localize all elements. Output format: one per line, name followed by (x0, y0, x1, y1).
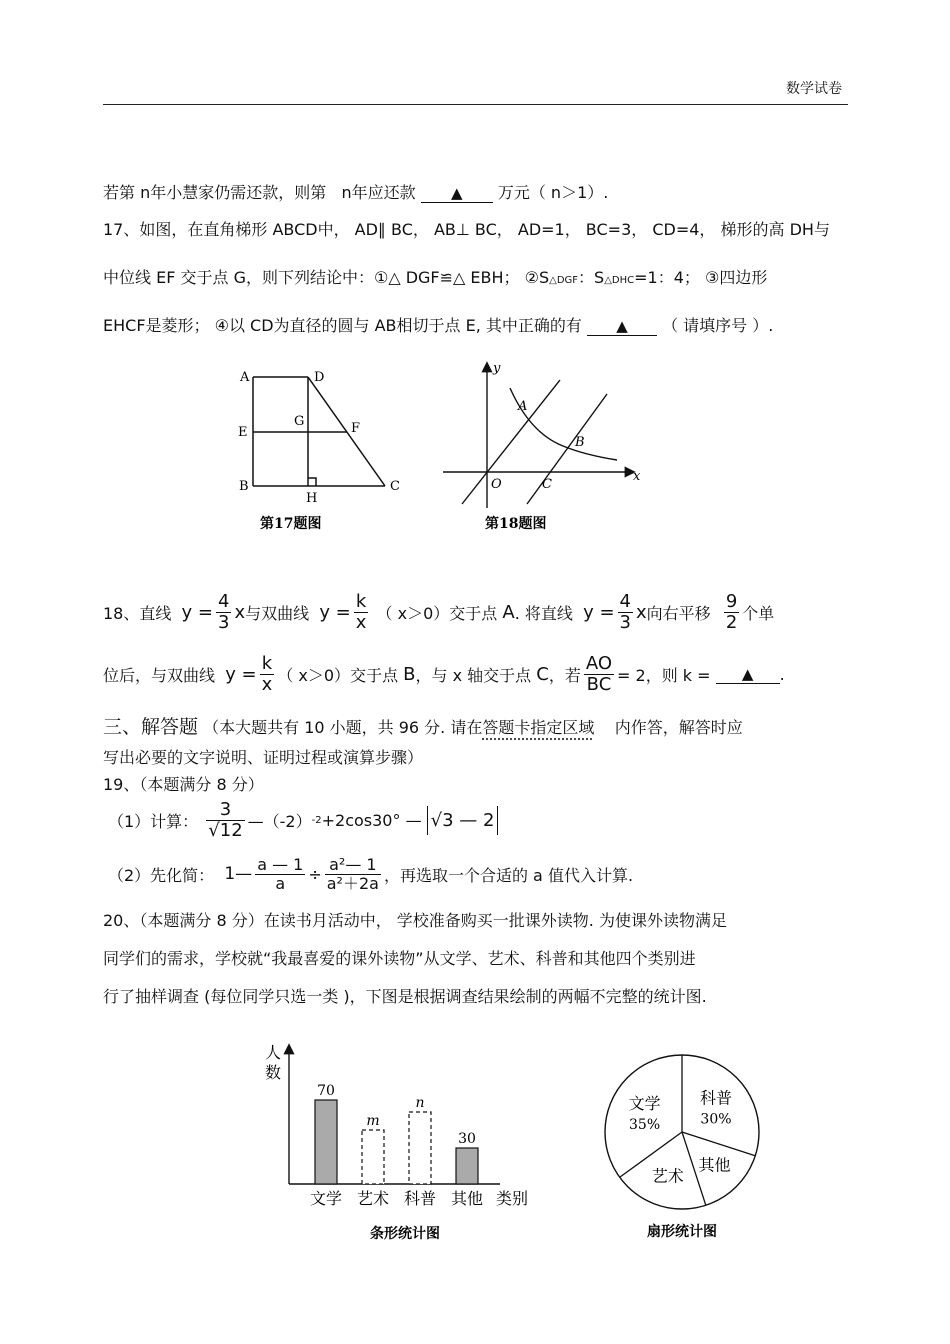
fig17-label-c: C (390, 479, 400, 494)
q18-f3-den: 2 (725, 611, 738, 633)
q19-p2-div: ÷ (308, 864, 322, 884)
q18-a1: 18、直线 (103, 603, 172, 623)
pie-chart (595, 1040, 775, 1250)
q19-p1-sup: -2 (311, 814, 322, 826)
q16-text-b: n年应还款 (341, 183, 416, 202)
pie-slice-label-2: 科普 (699, 1088, 732, 1108)
fig18-label-c: C (542, 477, 552, 492)
q18-cond: （ x＞0） (376, 603, 450, 623)
bar-ylabel-1: 人 (265, 1043, 282, 1062)
pie-slice-label-1: 文学 (628, 1093, 661, 1113)
q19-p1-rest2: +2cos30° — (321, 810, 422, 830)
header-rule (103, 104, 848, 105)
q17-line2c: =1：4； ③四边形 (634, 268, 768, 287)
q18-frac-4-3b (618, 592, 633, 633)
q18-f2-num: k (354, 592, 369, 613)
q18-eq-y2: y = (319, 601, 351, 623)
q18-point-b: B (403, 663, 416, 685)
q16-answer: ▲ (450, 184, 463, 202)
bar-category-label-2: 艺术 (356, 1189, 390, 1208)
q18-x-b: x (636, 601, 647, 623)
bar-value-label-2: m (366, 1113, 380, 1129)
q17-sub1: △DGF (549, 275, 579, 286)
q19-p2-label: （2）先化简： (108, 865, 215, 885)
q18-eq-y: y = (181, 601, 214, 623)
bar-chart (255, 1040, 555, 1250)
q19-p1-num: 3 (206, 800, 244, 821)
fig18-label-b: B (575, 435, 585, 450)
bar-value-label-1: 70 (317, 1083, 335, 1099)
q18-point-c: C (536, 663, 549, 685)
figure-18 (435, 358, 650, 540)
q17-line1: 17、如图，在直角梯形 ABCD中， AD∥ BC， AB⊥ BC， AD=1， BC=3， CD=4， 梯形的高 DH与 (103, 220, 830, 239)
fig18-label-a: A (518, 399, 528, 414)
pie-slice-percent-2: 30% (700, 1111, 732, 1128)
figure-17 (230, 360, 410, 540)
bar-2 (362, 1130, 384, 1184)
bar-value-label-4: 30 (458, 1131, 476, 1147)
q19-p1-label: （1）计算： (108, 811, 199, 831)
bar-value-label-3: n (415, 1095, 425, 1111)
q16-tail (103, 180, 608, 203)
q19-p1-den: √12 (208, 819, 243, 841)
q18-f1-den: 3 (218, 611, 230, 633)
section3-desc-dots: 答题卡指定区域 (482, 718, 595, 737)
q19-p2-rest: ，再选取一个合适的 a 值代入计算. (383, 865, 634, 885)
q16-text-a: 若第 n年小慧家仍需还款，则第 (103, 183, 327, 202)
q19-part2 (108, 856, 633, 892)
q20-line2: 同学们的需求，学校就“我最喜爱的课外读物”从文学、艺术、科普和其他四个类别进 (103, 949, 696, 968)
pie-slice-label-4: 艺术 (651, 1166, 684, 1186)
pie-slice-percent-1: 35% (629, 1116, 661, 1133)
fig17-caption: 第17题图 (260, 516, 322, 532)
q18-a2: 与双曲线 (245, 603, 310, 623)
q18-x: x (234, 601, 246, 623)
q18-f1-num: 4 (218, 591, 230, 612)
bar-4 (456, 1148, 478, 1184)
q18-a6: 个单 (742, 603, 775, 623)
q18-line2 (103, 654, 785, 695)
q19-p1-abs: √3 — 2 (427, 806, 499, 835)
bar-category-label-3: 科普 (403, 1189, 437, 1208)
q18-frac-k-x-b (260, 654, 275, 695)
q17-line3 (103, 313, 773, 336)
fig17-label-b: B (239, 479, 249, 494)
q18-f3-num: 9 (725, 591, 738, 612)
bar-category-label-4: 其他 (450, 1189, 484, 1208)
q19-p2-f1-num: a — 1 (257, 855, 304, 874)
q18-eq-y4: y = (225, 663, 257, 685)
q17-line3b: （ 请填序号 ）. (662, 316, 774, 335)
q19-p2-frac2 (325, 856, 381, 892)
fig17-label-e: E (238, 425, 248, 440)
section3-desc-a: （本大题共有 10 小题，共 96 分. 请在 (203, 718, 483, 737)
bar-ylabel-2: 数 (265, 1063, 282, 1082)
q20-line3: 行了抽样调查 (每位同学只选一类 )，下图是根据调查结果绘制的两幅不完整的统计图. (103, 987, 707, 1006)
fig17-label-g: G (294, 414, 305, 429)
q19-p1-rest: —（-2） (247, 811, 312, 831)
q18-cond2: （ x＞0） (277, 665, 351, 685)
q18-f4-den: BC (586, 673, 612, 695)
q18-frac-4-3 (216, 592, 231, 633)
q19-p2-frac1 (255, 856, 305, 892)
fig18-label-y: y (493, 361, 501, 376)
section3-desc2: 写出必要的文字说明、证明过程或演算步骤） (103, 748, 424, 767)
bar-xlabel: 类别 (495, 1189, 529, 1208)
q18-line1 (103, 592, 774, 633)
bar-category-label-1: 文学 (309, 1189, 343, 1208)
q18-f2-den: x (355, 611, 367, 633)
q19-p2-f1-den: a (275, 873, 286, 893)
q18-a4: . 将直线 (514, 603, 573, 623)
q19-p2-f2-num: a²— 1 (325, 856, 381, 875)
q17-line2 (103, 265, 767, 288)
bar-chart-title: 条形统计图 (370, 1226, 440, 1242)
q19-head: 19、（本题满分 8 分） (103, 775, 264, 794)
q18-b5: = 2，则 k = (617, 665, 711, 685)
q18-answer-blank (716, 664, 780, 684)
section3-title: 三、解答题 (103, 716, 199, 738)
q17-line3a: EHCF是菱形； ④以 CD为直径的圆与 AB相切于点 E, 其中正确的有 (103, 316, 582, 335)
q16-text-c: 万元（ n＞1）. (497, 183, 609, 202)
q18-f2-den-b: x (261, 673, 273, 695)
q18-b6: . (779, 664, 785, 684)
q18-f1-num-b: 4 (619, 591, 631, 612)
q17-line2b: ：S (578, 268, 605, 287)
q18-eq-y3: y = (583, 601, 615, 623)
q18-f2-num-b: k (260, 654, 275, 675)
q17-answer-blank (587, 316, 657, 336)
q18-b1: 位后，与双曲线 (103, 665, 216, 685)
fig18-label-o: O (491, 477, 502, 492)
section3-desc-b: 内作答，解答时应 (614, 718, 743, 737)
q18-frac-k-x (354, 592, 369, 633)
q18-frac-9-2 (724, 592, 739, 633)
q18-f4-num: AO (585, 653, 613, 674)
fig17-label-h: H (306, 491, 318, 506)
q18-point-a: A (502, 601, 515, 623)
q17-line2a: 中位线 EF 交于点 G，则下列结论中：①△ DGF≌△ EBH； ②S (103, 268, 550, 287)
bar-1 (315, 1100, 337, 1184)
fig17-label-a: A (240, 370, 250, 385)
q18-f1-den-b: 3 (619, 611, 631, 633)
q18-a3: 交于点 (449, 603, 498, 623)
q16-answer-blank (421, 183, 493, 203)
q17-sub2: △DHC (604, 275, 635, 286)
q17-answer: ▲ (616, 317, 628, 335)
q18-b4: ，若 (548, 665, 581, 685)
q18-frac-ao-bc (584, 654, 614, 695)
pie-slice-label-3: 其他 (698, 1155, 731, 1175)
fig17-label-f: F (351, 421, 361, 436)
fig17-label-d: D (314, 370, 325, 385)
q19-part1 (108, 800, 498, 841)
page-header-title: 数学试卷 (786, 81, 842, 97)
q18-b2: 交于点 (350, 665, 399, 685)
q19-p1-frac (206, 800, 244, 841)
q18-b3: ，与 x 轴交于点 (415, 665, 532, 685)
q18-a5: 向右平移 (646, 603, 711, 623)
q20-line1: 20、（本题满分 8 分）在读书月活动中， 学校准备购买一批课外读物. 为使课外读物满足 (103, 911, 727, 930)
fig18-caption: 第18题图 (485, 516, 547, 532)
q18-answer: ▲ (741, 665, 754, 684)
q19-p2-a: 1— (224, 864, 253, 885)
fig18-label-x: x (633, 469, 641, 484)
pie-chart-title: 扇形统计图 (647, 1224, 717, 1240)
bar-3 (409, 1112, 431, 1184)
q19-p2-f2-den: a²＋2a (326, 873, 379, 893)
section3-heading (103, 712, 743, 739)
